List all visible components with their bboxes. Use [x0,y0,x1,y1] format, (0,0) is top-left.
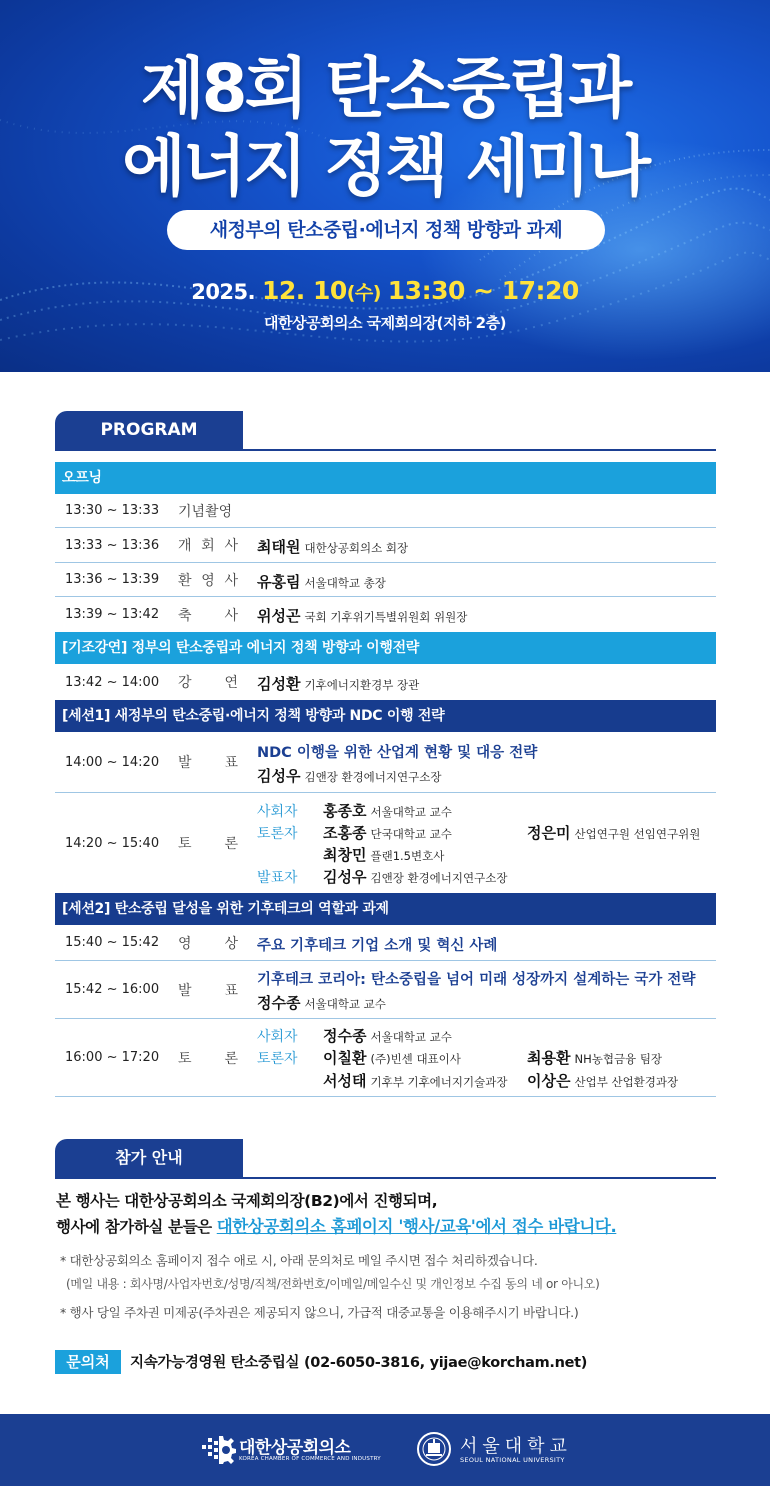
row-role: 기념촬영 [178,503,233,520]
row-time: 15:40 ~ 15:42 [65,935,160,950]
program-row [55,494,716,528]
panelist [527,822,700,843]
speaker-affiliation: 서울대학교 교수 [370,1030,452,1044]
row-role: 발 표 [178,982,238,999]
info-line-prefix: 행사에 참가하실 분들은 [56,1218,217,1236]
speaker-affiliation: 서울대학교 교수 [304,997,386,1011]
note: * 행사 당일 주차권 미제공(주차권은 제공되지 않으니, 가급적 대중교통을 이용해주시기 바랍니다.) [60,1305,579,1320]
speaker-name: 유홍림 [257,573,301,591]
program-row [55,597,716,632]
date-weekday: (수) [346,282,381,304]
speaker [257,765,441,786]
row-time: 16:00 ~ 17:20 [65,1050,160,1065]
speaker-affiliation: (주)빈센 대표이사 [370,1052,461,1066]
speaker-affiliation: 대한상공회의소 회장 [304,541,409,555]
speaker [257,673,419,694]
hero-banner [0,0,770,372]
program-row [55,1019,716,1097]
speaker-name: 이상은 [527,1072,571,1090]
speaker-affiliation: 서울대학교 교수 [370,805,452,819]
snu-english-name: SEOUL NATIONAL UNIVERSITY [460,1456,565,1464]
row-time: 13:30 ~ 13:33 [65,503,160,518]
date-day: 12. 10 [261,276,347,305]
speaker-name: 최태원 [257,538,301,556]
speaker-affiliation: 산업부 산업환경과장 [574,1075,679,1089]
section-bar-opening: 오프닝 [55,462,716,494]
moderator [323,800,452,821]
registration-link[interactable]: 대한상공회의소 홈페이지 '행사/교육'에서 접수 바랍니다. [216,1217,617,1236]
presentation-title: NDC 이행을 위한 산업계 현황 및 대응 전략 [257,745,538,761]
kcci-english-name: KOREA CHAMBER OF COMMERCE AND INDUSTRY [239,1456,381,1462]
kcci-name: 대한상공회의소 [239,1438,351,1458]
row-role: 토 론 [178,836,238,852]
event-datetime [0,276,770,305]
note: * 대한상공회의소 홈페이지 접수 애로 시, 아래 문의처로 메일 주시면 접수 처리하겠습니다. [60,1253,538,1268]
presenter-label: 발표자 [257,870,298,886]
row-time: 13:39 ~ 13:42 [65,607,160,622]
speaker-name: 최용환 [527,1049,571,1067]
row-time: 13:36 ~ 13:39 [65,572,160,587]
row-role: 발 표 [178,755,238,771]
row-time: 13:42 ~ 14:00 [65,674,160,690]
panelist [323,822,452,843]
program-row [55,793,716,893]
speaker-affiliation: 국회 기후위기특별위원회 위원장 [304,610,468,624]
row-time: 14:00 ~ 14:20 [65,754,160,770]
speaker-affiliation: 산업연구원 선임연구위원 [574,827,701,841]
moderator-label: 사회자 [257,804,298,820]
kcci-logo-icon [202,1434,236,1464]
speaker-name: 정은미 [527,824,571,842]
seminar-title-line1: 제8회 탄소중립과 [140,50,630,127]
section-bar-keynote: [기조강연] 정부의 탄소중립과 에너지 정책 방향과 이행전략 [55,632,716,664]
seminar-subtitle: 새정부의 탄소중립·에너지 정책 방향과 과제 [167,210,605,250]
program-row [55,925,716,961]
program-row [55,961,716,1019]
footer [0,1414,770,1486]
info-line: 본 행사는 대한상공회의소 국제회의장(B2)에서 진행되며, [56,1192,438,1210]
program-row [55,528,716,563]
row-role: 강 연 [178,675,238,691]
panel-label: 토론자 [257,826,298,842]
date-year: 2025. [191,280,256,304]
event-venue: 대한상공회의소 국제회의장(지하 2층) [264,314,506,332]
speaker-name: 홍종호 [323,802,367,820]
speaker-name: 조홍종 [323,824,367,842]
snu-name: 서울대학교 [460,1436,572,1457]
presenter [323,866,507,887]
speaker-name: 김성우 [323,868,367,886]
snu-emblem-icon [416,1431,452,1467]
program-row [55,563,716,597]
speaker [257,536,408,557]
contact-info: 지속가능경영원 탄소중립실 (02-6050-3816, yijae@korcham.net) [130,1355,588,1371]
moderator [323,1025,452,1046]
video-title: 주요 기후테크 기업 소개 및 혁신 사례 [257,938,498,954]
speaker-name: 서성태 [323,1072,367,1090]
section-bar-session1: [세션1] 새정부의 탄소중립·에너지 정책 방향과 NDC 이행 전략 [55,700,716,732]
divider [55,1177,716,1179]
divider [55,449,716,451]
speaker-affiliation: NH농협금융 팀장 [574,1052,663,1066]
participation-info-tab: 참가 안내 [55,1139,243,1177]
note-detail: (메일 내용 : 회사명/사업자번호/성명/직책/전화번호/이메일/메일수신 및 개인정보 수집 동의 네 or 아니오) [66,1277,600,1291]
speaker-name: 이칠환 [323,1049,367,1067]
panelist [323,1047,461,1068]
row-role: 축 사 [178,607,238,624]
speaker-affiliation: 김앤장 환경에너지연구소장 [370,871,508,885]
speaker-affiliation: 단국대학교 교수 [370,827,452,841]
speaker-name: 김성우 [257,767,301,785]
speaker-affiliation: 서울대학교 총장 [304,576,386,590]
row-time: 13:33 ~ 13:36 [65,537,160,553]
speaker-name: 최창민 [323,846,367,864]
speaker-name: 위성곤 [257,607,301,625]
speaker-name: 정수종 [257,994,301,1012]
section-bar-session2: [세션2] 탄소중립 달성을 위한 기후테크의 역할과 과제 [55,893,716,925]
row-role: 영 상 [178,935,238,952]
row-time: 14:20 ~ 15:40 [65,835,160,851]
panel-label: 토론자 [257,1051,298,1067]
program-row [55,732,716,793]
speaker [257,992,386,1013]
row-role: 토 론 [178,1050,238,1067]
panelist [323,844,444,865]
seminar-title-line2: 에너지 정책 세미나 [121,128,648,205]
speaker-name: 김성환 [257,675,301,693]
panelist [323,1070,507,1091]
speaker-affiliation: 김앤장 환경에너지연구소장 [304,770,442,784]
speaker-name: 정수종 [323,1027,367,1045]
program-tab: PROGRAM [55,411,243,449]
row-role: 환 영 사 [178,572,238,589]
program-row [55,664,716,700]
panelist [527,1070,678,1091]
contact-badge: 문의처 [55,1350,121,1374]
info-line [56,1213,616,1237]
speaker-affiliation: 기후에너지환경부 장관 [304,678,420,692]
row-role: 개 회 사 [178,538,238,554]
speaker-affiliation: 기후부 기후에너지기술과장 [370,1075,508,1089]
row-time: 15:42 ~ 16:00 [65,982,160,997]
presentation-title: 기후테크 코리아: 탄소중립을 넘어 미래 성장까지 설계하는 국가 전략 [257,972,696,988]
event-time: 13:30 ~ 17:20 [387,276,579,305]
moderator-label: 사회자 [257,1029,298,1045]
speaker-affiliation: 플랜1.5변호사 [370,849,445,863]
speaker [257,605,467,626]
speaker [257,571,386,592]
panelist [527,1047,662,1068]
